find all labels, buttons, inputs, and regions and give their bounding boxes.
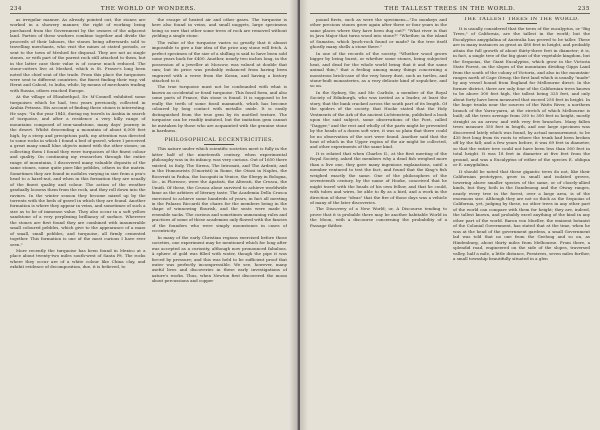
left-page: [0, 0, 298, 430]
paragraph: More recently the turquoise has been found in Mexico at a place about twenty-two miles south-west of Santa Fé. The rocks where they occur are of a white colour like China clay, and exhibit evidence of decomposition, due, it is believed, to: [10, 248, 146, 270]
left-page-header: [10, 6, 287, 14]
paragraph: as irregular manner. As already pointed out, the stones are worked in a showery manner, the right of working being purchased from the Government by the owners of the adjacent land. Parties of these workers combine together and divide the proceeds of their labours, the stones being afterwards sold to travelling merchants, who visit the mines at stated periods, or sent to the town of Meshed for disposal. They are not as single stones, or with part of the parent rock still attached to them, but in the latter case their value is of course much reduced. The stone-cutters live at Meshed, which is St. Fraser's long been noted the chief seat of the trade. From this place the turquoises were sent to different countries, the finest finding their way, vid Herat and Cabool, to India, while, by means of merchants trading with Russia, others reached Europe.: [10, 17, 146, 93]
paragraph: In many of the early Christian regions exercised before those societies, one experiment may be mentioned which for long after was accepted as a curiosity, although now pronounced fabulous. A sphere of gold was filled with water, though the pipe it was forced by pressure; and this was held to be sufficient proof that water was perfectly incompressible. We see, however, many useful lives and discoveries in these early investigations of nature's works. Thus, when Newton first discovered the moon about percussions and copper: [151, 234, 287, 284]
gutter-shadow: [289, 0, 297, 430]
right-columns: [310, 17, 590, 427]
right-page: [300, 0, 600, 430]
section-title-philosophical: PHILOSOPHICAL ECCENTRICITIES.: [164, 136, 274, 143]
paragraph: It should be noted that these gigantic trees do not, like their Californian prototypes, grow in small and isolated groves, towering above smaller species of the same, or of closely-allied kinds, but they, both in the Dandenong and the Otway ranges, nearly every tree in the forest, over a large area, is of the enormous size. Although they are not so thick as the Sequoias of California, yet, judging by these, no other trees in any other part of the world can compare with them for height; they are, indeed, the tallest known, and probably excel anything of the kind in any other part of the world. Baron von Mueller, the eminent botanist of the Colonial Government, has stated that at the time, when he was at the head of the government gardens, a small Government lad was told that no one from the Geelong and so on, as Hindenburg, about thirty miles from Melbourne. From there, a splendid road, engineered on the side of the slopes, traversed valley, half a mile, a little distance, Ferntrees, seven miles further, a small township beautifully situated in a glen: [453, 168, 590, 261]
left-column-1: [10, 17, 146, 427]
paragraph: pound firsts, such as were the specimens—"Do monkeys and other precious stones grow again after three or four years in the same places where they have been dug out?" "What river is that in Java Major that turns wood into stone?" "Whether, in the island of Sumatra, which lynch-rock found or made? In the tree itself ghostly many shells a stone there.": [310, 17, 447, 50]
left-running-head: THE WORLD OF WONDERS.: [100, 6, 197, 12]
paragraph: The Discovery of a New World; or, A Discourse tending to prove that it is probable there may be another habitable World in the Moon, with a discourse concerning the probability of a Passage thither.: [310, 206, 447, 228]
gutter-shadow: [300, 0, 308, 430]
section-rule: [507, 23, 537, 24]
paragraph: At the village of Elizabethpol, Dr. M'Connell exhibited some turquoises which he had, two years previously, collected in Arabia Petraea. His account of finding these stones is interesting. He says: "In the year 1845, during my travels in Arabia in search of turquoise, and after a residence a very hilly range of mountains composed of iron-sandstone, many days' journey in the desert. Whilst descending a mountain of about 6,000 feet high, by a steep and precipitous path, my attention was directed to some rocks in which I found a bed of gravel, where I perceived a great many small blue objects mixed with the other stones; on collecting them I found they were turquoises of the finest colour and quality. On continuing my researches through the entire range of mountains, I discovered many valuable deposits of the same stones, some quite pure like pebbles, others in the matrix. Sometimes they are found in nodules varying in size from a pea's head to a hazel-nut, and when in this formation they are usually of the finest quality and colour. The action of the weather gradually loosens them from the rock, and they roll down into the ravines. In the winter season they become mixed up by the torrents with the beds of gravel in which they are found. Another formation is where they appear in veins, and sometimes of such a size as to be of immense value. They also occur in a soft yellow sandstone of a very perplexing brilliancy of surface. Wherever the stones are first found they are combined with innumerable small coloured pebbles, which give to the appearance of a mass of small, small pebbles, and turquoise, all firmly cemented together. This formation is one of the most curious I have ever seen.": [10, 94, 146, 247]
right-page-number: 235: [577, 6, 590, 12]
right-running-head: THE TALLEST TREES IN THE WORLD.: [384, 6, 516, 12]
left-column-2: [152, 17, 288, 427]
left-page-number: 234: [10, 6, 23, 12]
paragraph: In one of the records of the society, "Whether wood grows bigger by being burnt, or whether some stones, being subjected heat, and dead for the whole world being that it and the same animal thin," that a feeling among many things concerning a monstrous brick-case of the very heavy dust, such as turtles, and stone-built monasteries, as a very delicate kind of sepulchre, and so on.: [310, 50, 447, 89]
paragraph: the escape of heated air and other gases. The turquoise is here also found in veins, and small nuggets, large specimens being so rare that other some trees of rock are removed without yielding a single stone.: [151, 17, 287, 39]
section-rule: [204, 144, 234, 145]
paragraph: In the Sydney, Sir, and Mr. Carlisle, a member of the Royal Society of Edinburgh, who was invited as a leader, at least the story, that the bank cracked across the south part of its length. Of the spiders of the society, that Hooke stated that the Holy Vestments of the Ark of the ancient Lichtenstein, published a book upon the said subject, some observations of the Poet, called "Dagger," and the rest and wholly of the parts might be prevented by the heads of a dozen soft wire, it was so plain that there could be no observation of the sort were found. Another said that the heat of which in the Upper region of the air might be collected, and other experiments of the same kind.: [310, 89, 447, 150]
paragraph: The true turquoise must not be confounded with what is known as occidental or fossil turquoise. This fossil form, and also some parts of France, this stone is found. It is supposed to be really the teeth of some fossil mammoth, which has become coloured by long contact with metallic oxide. It is easily distinguished from the true gem by its mottled texture. The turquoise can be readily imitated, but the imitation gem cannot be mistaken by those who are acquainted with the genuine stone in hardness.: [151, 84, 287, 134]
right-column-2: [453, 17, 590, 427]
right-column-1: [310, 17, 447, 427]
paragraph: The value of the turquoise varies so greatly that it almost impossible to give a fair idea of the price any stone will fetch. A perfect specimen of the size of a shilling is said to have been sold some years back for £400. Another, nearly two inches long, in the possession of a jeweller at Moscow, was valued at double that sum; but its price was probably enhanced from having been engraved with a verse from the Koran, and having a history attached to it.: [151, 39, 287, 83]
left-columns: [10, 17, 287, 427]
paragraph: It is related that when Charles II., at the first meeting of the Royal Society, asked the members why a dead fish weighed more than a live one, they gave many ingenious explanations, until a member ventured to test the fact, and found that the King's fish weighed exactly the same. One of the philosophers of the seventeenth century, by the name of Hooke, conceived that he might travel with the heads of his own fellow, and that he could, with tubes and wires, be able to fly as a bird, and a work in the direction of these "ideas" that the fire of those days was a vehicle of many of the later discoveries.: [310, 150, 447, 205]
paragraph: This nature under which scientific societies meet is fully in the latter half of the nineteenth century, when experimental philosophy was in its infancy, was very curious. Out of 1650 there existed, in Italy, The Sirens, The Intronati, and The Ardenti; and in the Humourists (Umoristi) in Rome, the Otiosi in Naples, the Ricovrati in Padua, the Incogniti in Venice, the Sleepy in Bologna, &c., in Florence, were the Apatisti, the Alterati, the Crusca, the Umidi. Of these, the Crusca alone survived to achieve worldwide fame as the arbiters of literary taste. The Academia Della Crusca exercised to achieve some hundreds of years, in fact all meeting in the Palazzo Riccardi the chairs for the members being in the shape of winnowing flourish, and the seats were made to resemble sacks. The curious and sometimes unmeaning rules and practices of some of these academies only flowed with the fancies of the founders who were simply moonstones in cases of eccentricity.: [151, 146, 287, 234]
right-page-header: [310, 6, 590, 14]
section-title-tallest-trees: THE TALLEST TREES IN THE WORLD.: [463, 17, 580, 22]
paragraph: It is usually considered that the trees of the eucalyptus, or "Big Trees," of California, are the tallest in the world; but the Eucalyptus amygdalina of Australia has proved to be taller. These are in many instances as great as 480 feet in height, and probably attain the full growth of about thirty-three feet in diameter; it is, in fact, a single tree of the big giant of the vegetable kingdom, but the Sequoias, the Giant Eucalyptus, which grow in the Victoria State Forest, on the slopes of the mountains dividing Gipps Land from the south of the colony of Victoria, and also in the mountain-ranges north of Cape Otway, the first land which is usually "made" by any vessel bound from England for Melbourne direct. In the former district, there are only four of the Californian trees known to be above 300 feet high, the tallest being 325 feet, and only about forty have been measured that exceed 250 feet in height. In the huge trunks near the sources of the Watts River, a northern branch of the Yarra-yarra, at the stretch of which Melbourne is built; all the trees average from 250 to 300 feet in height, mostly straight as an arrow, and with very few branches. Many fallen trees measure 350 feet in length, and one large specimen was discovered lately which was found, by actual measurement, to be 435 feet long from its roots to where the trunk had been broken off by the fall; and a few years before, it was 69 feet in diameter, so that the entire tree could not have been less than 500 feet in total height. It was 18 feet in diameter at five feet from the ground, and was a Eucalyptus of either of the species E. obliqua or E. amygdalina.: [453, 25, 590, 168]
